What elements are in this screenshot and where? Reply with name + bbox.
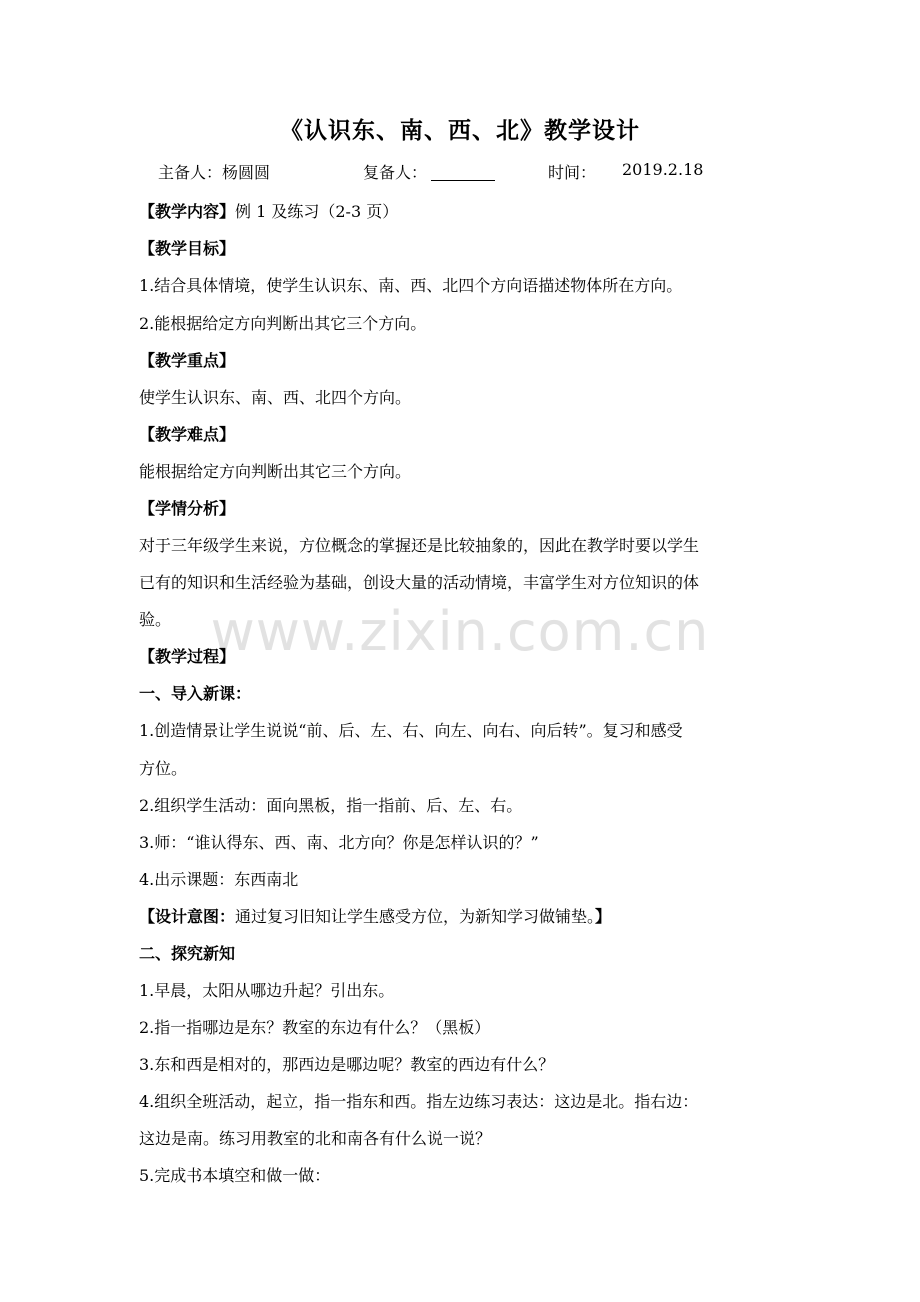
teaching-content-text: 例 1 及练习（2-3 页） (235, 202, 399, 221)
paragraph-line: 4.出示课题：东西南北 (139, 870, 299, 889)
subsection-heading: 二、探究新知 (139, 944, 236, 963)
co-preparer-label: 复备人： (363, 163, 428, 182)
key-point-text: 使学生认识东、南、西、北四个方向。 (139, 388, 412, 407)
time-label: 时间： (548, 163, 597, 182)
design-intent-label: 【设计意图： (139, 907, 236, 926)
design-intent (139, 904, 789, 927)
design-intent-end: 】 (595, 907, 612, 926)
paragraph-line: 这边是南。练习用教室的北和南各有什么说一说？ (139, 1129, 492, 1148)
lead-preparer (158, 160, 270, 183)
section-heading: 【教学内容】 (139, 202, 236, 221)
time-field (548, 160, 596, 183)
section-heading: 【教学过程】 (139, 647, 236, 666)
time-value: 2019.2.18 (622, 160, 704, 179)
lead-preparer-name: 杨圆圆 (222, 163, 271, 182)
paragraph-line: 4.组织全班活动，起立，指一指东和西。指左边练习表达：这边是北。指右边： (139, 1092, 699, 1111)
subsection-heading: 一、导入新课： (139, 684, 252, 703)
co-preparer-blank (431, 164, 495, 181)
section-heading: 【学情分析】 (139, 499, 236, 518)
lead-preparer-label: 主备人： (158, 163, 223, 182)
paragraph-line: 3.东和西是相对的，那西边是哪边呢？教室的西边有什么？ (139, 1055, 555, 1074)
document-title: 《认识东、南、西、北》教学设计 (280, 118, 640, 144)
paragraph-line: 3.师：“谁认得东、西、南、北方向？你是怎样认识的？” (139, 833, 539, 852)
section-heading: 【教学目标】 (139, 239, 236, 258)
paragraph-line: 1.早晨，太阳从哪边升起？引出东。 (139, 981, 395, 1000)
teaching-content (139, 199, 789, 222)
co-preparer (363, 160, 495, 183)
paragraph-line: 2.指一指哪边是东？教室的东边有什么？（黑板） (139, 1018, 491, 1037)
paragraph-line: 1.创造情景让学生说说“前、后、左、右、向左、向右、向后转”。复习和感受 (139, 721, 683, 740)
paragraph-line: 验。 (139, 610, 172, 629)
paragraph-line: 方位。 (139, 759, 188, 778)
paragraph-line: 已有的知识和生活经验为基础，创设大量的活动情境，丰富学生对方位知识的体 (139, 573, 700, 592)
section-heading: 【教学难点】 (139, 425, 236, 444)
goal-item: 1.结合具体情境，使学生认识东、南、西、北四个方向语描述物体所在方向。 (139, 276, 683, 295)
goal-item: 2.能根据给定方向判断出其它三个方向。 (139, 314, 427, 333)
watermark: www.zixin.com.cn (210, 600, 710, 663)
section-heading: 【教学重点】 (139, 351, 236, 370)
paragraph-line: 对于三年级学生来说，方位概念的掌握还是比较抽象的，因此在教学时要以学生 (139, 536, 700, 555)
difficulty-text: 能根据给定方向判断出其它三个方向。 (139, 462, 412, 481)
paragraph-line: 5.完成书本填空和做一做： (139, 1166, 331, 1185)
paragraph-line: 2.组织学生活动：面向黑板，指一指前、后、左、右。 (139, 796, 523, 815)
design-intent-text: 通过复习旧知让学生感受方位，为新知学习做铺垫。 (235, 907, 596, 926)
